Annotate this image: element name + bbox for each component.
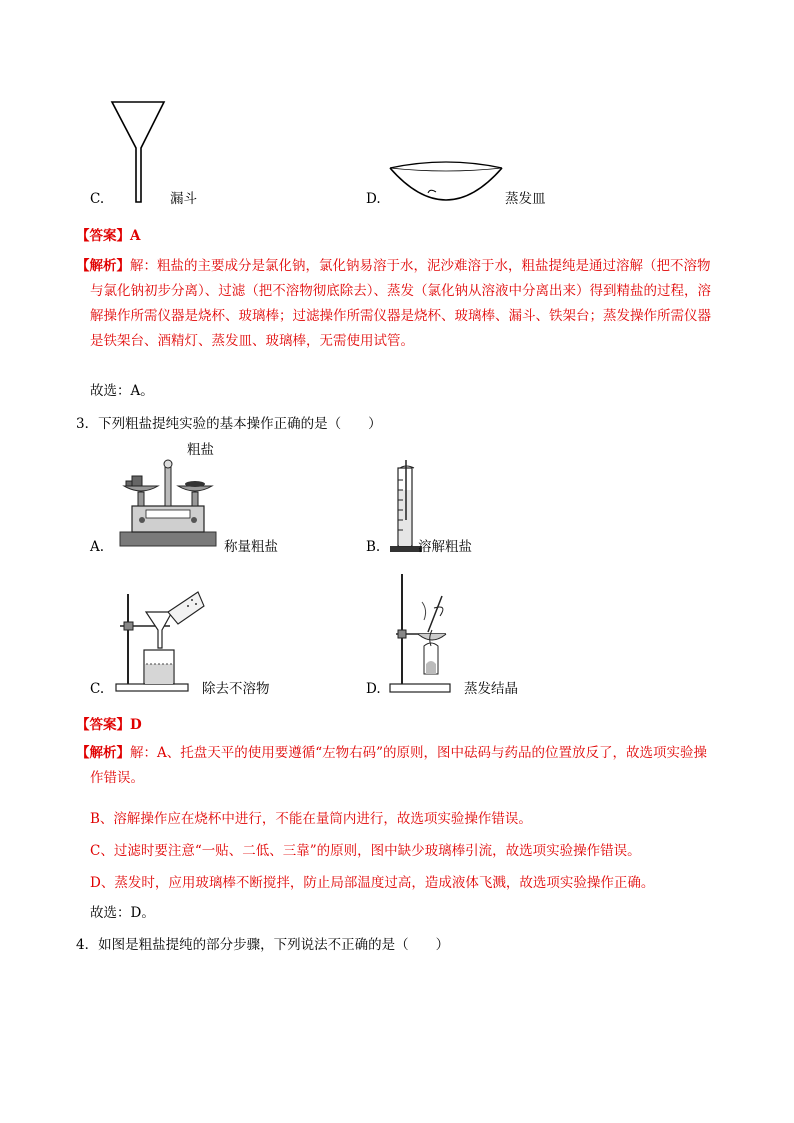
q2-option-d-letter: D. (366, 191, 381, 207)
q2-analysis (76, 254, 720, 354)
q3-option-d-label: 蒸发结晶 (464, 681, 518, 697)
q3-answer-tag: 【答案】 (76, 717, 130, 733)
q3-option-a-label: 称量粗盐 (224, 539, 278, 555)
q3-answer-line (76, 719, 142, 733)
q4-stem: 4．如图是粗盐提纯的部分步骤，下列说法不正确的是（ ） (76, 937, 450, 953)
q3-analysis-d: D、蒸发时，应用玻璃棒不断搅拌，防止局部温度过高，造成液体飞溅，故选项实验操作正确。 (90, 875, 655, 891)
q2-answer-value: A (130, 228, 141, 244)
q3-option-b-letter: B. (366, 539, 381, 555)
q2-option-d-label: 蒸发皿 (505, 191, 546, 207)
q3-option-b-label: 溶解粗盐 (418, 539, 472, 555)
q2-answer-tag: 【答案】 (76, 228, 130, 244)
q2-option-c-label: 漏斗 (170, 191, 197, 207)
q3-option-a-letter: A. (90, 539, 105, 555)
funnel-illustration (110, 100, 170, 210)
q2-conclusion: 故选：A。 (90, 383, 154, 399)
q3-option-d-letter: D. (366, 681, 381, 697)
q3-salt-label: 粗盐 (187, 442, 214, 458)
q3-answer-value: D (130, 717, 142, 733)
q3-option-c-letter: C. (90, 681, 105, 697)
q2-option-c-letter: C. (90, 191, 105, 207)
balance-illustration (118, 456, 218, 548)
q3-analysis-c: C、过滤时要注意“一贴、二低、三靠”的原则，图中缺少玻璃棒引流，故选项实验操作错误。 (90, 843, 641, 859)
q2-analysis-text: 解：粗盐的主要成分是氯化钠，氯化钠易溶于水，泥沙难溶于水，粗盐提纯是通过溶解（把不溶物与氯化钠初步分离）、过滤（把不溶物彻底除去）、蒸发（氯化钠从溶液中分离出来）得到精盐的过程，溶解操作所需仪器是烧杯、玻璃棒；过滤操作所需仪器是烧杯、玻璃棒、漏斗、铁架台；蒸发操作所需仪器是铁架台、酒精灯、蒸发皿、玻璃棒，无需使用试管。 (90, 258, 711, 349)
evaporating-dish-illustration (386, 160, 506, 205)
q3-analysis-b: B、溶解操作应在烧杯中进行，不能在量筒内进行，故选项实验操作错误。 (90, 811, 532, 827)
q3-option-c-label: 除去不溶物 (202, 681, 270, 697)
evaporation-illustration (388, 574, 468, 696)
q2-answer-line (76, 230, 140, 244)
q3-analysis-a-text: 解：A、托盘天平的使用要遵循“左物右码”的原则，图中砝码与药品的位置放反了，故选项实验操作错误。 (90, 745, 708, 786)
q2-analysis-tag: 【解析】 (76, 258, 130, 274)
q3-stem: 3．下列粗盐提纯实验的基本操作正确的是（ ） (76, 416, 382, 432)
q3-conclusion: 故选：D。 (90, 905, 155, 921)
filtration-illustration (112, 584, 212, 696)
q3-analysis-tag: 【解析】 (76, 745, 130, 761)
q3-analysis-a (76, 741, 720, 791)
